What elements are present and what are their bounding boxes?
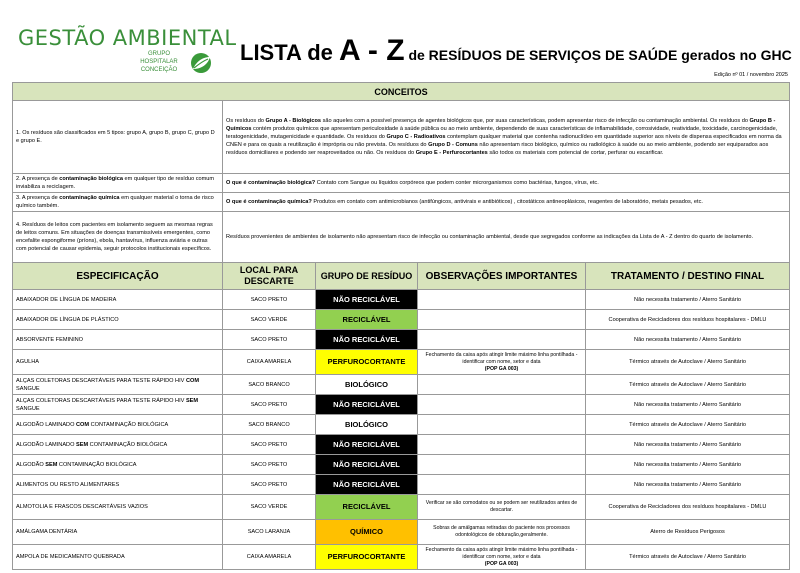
text-segment: ALÇAS COLETORAS DESCARTÁVEIS PARA TESTE RÁPIDO HIV xyxy=(16,377,186,384)
item-tratamento: Térmico através de Autoclave / Aterro Sanitário xyxy=(586,415,790,435)
emphasis-text: O que é contaminação biológica? xyxy=(226,180,316,186)
item-tratamento: Não necessita tratamento / Aterro Sanitário xyxy=(586,455,790,475)
item-tratamento: Cooperativa de Recicladores dos resíduos hospitalares - DMLU xyxy=(586,495,790,520)
text-segment: ALIMENTOS OU RESTO ALIMENTARES xyxy=(16,481,120,488)
observation-line: Sobras de amálgamas retiradas do paciente nos processos odontológicos de obturação,geralmente. xyxy=(433,525,570,538)
item-especificacao xyxy=(13,375,223,395)
item-especificacao xyxy=(13,310,223,330)
text-segment: ABAIXADOR DE LÍNGUA DE PLÁSTICO xyxy=(16,316,119,323)
header-grupo-residuo: GRUPO DE RESÍDUO xyxy=(316,263,418,290)
item-tratamento: Térmico através de Autoclave / Aterro Sanitário xyxy=(586,375,790,395)
page-header xyxy=(0,0,800,82)
item-grupo-badge: NÃO RECICLÁVEL xyxy=(316,395,418,415)
logo-sub-line: HOSPITALAR xyxy=(140,59,178,65)
item-local-descarte: SACO PRETO xyxy=(223,290,316,310)
text-segment: não apresentam risco biológico, químico ou radiológico à saúde ou ao meio ambiente, podendo ser equiparados aos resíduos domiciliares e podendo ser reaproveitados ou não. Os resíduos do xyxy=(226,142,769,156)
item-especificacao xyxy=(13,520,223,545)
edition-note: Edição nº 01 / novembro 2025 xyxy=(714,72,788,78)
concept-rule xyxy=(13,193,223,212)
item-grupo-badge: NÃO RECICLÁVEL xyxy=(316,475,418,495)
item-tratamento: Térmico através de Autoclave / Aterro Sanitário xyxy=(586,545,790,570)
text-segment: ALMOTOLIA E FRASCOS DESCARTÁVEIS VAZIOS xyxy=(16,504,148,510)
item-observacoes xyxy=(418,310,586,330)
page-title xyxy=(240,34,792,68)
item-local-descarte: SACO LARANJA xyxy=(223,520,316,545)
item-local-descarte: SACO PRETO xyxy=(223,455,316,475)
text-segment: AMPOLA DE MEDICAMENTO QUEBRADA xyxy=(16,554,125,560)
concept-rule: 4. Resíduos de leitos com pacientes em isolamento seguem as mesmas regras de leitos comuns. Em situações de doenças transmissíveis emergentes, como encefalite espongiforme (príons), ebola, hantavírus, influenza aviária e outras com potencial de causar epidemia, seguir protocolos institucionais específicos. xyxy=(13,212,223,263)
item-local-descarte: CAIXA AMARELA xyxy=(223,350,316,375)
item-grupo-badge: NÃO RECICLÁVEL xyxy=(316,330,418,350)
table-row xyxy=(13,415,790,435)
waste-rows xyxy=(13,290,790,570)
emphasis-text: contaminação biológica xyxy=(59,176,123,182)
item-tratamento: Não necessita tratamento / Aterro Sanitário xyxy=(586,475,790,495)
table-row xyxy=(13,330,790,350)
text-segment: em qualquer tipo de resíduo comum inviabiliza a reciclagem. xyxy=(16,176,215,190)
item-tratamento: Aterro de Resíduos Perigosos xyxy=(586,520,790,545)
gestao-ambiental-logo xyxy=(18,26,237,86)
title-a: A xyxy=(339,34,360,67)
table-row xyxy=(13,520,790,545)
item-local-descarte: SACO PRETO xyxy=(223,435,316,455)
emphasis-text: COM xyxy=(76,421,90,428)
concept-row xyxy=(13,174,790,193)
waste-table xyxy=(12,82,790,570)
observation-line: Fechamento da caixa após atingir limite máximo linha pontilhada - identificar com nome, setor e data xyxy=(425,351,578,365)
item-grupo-badge: BIOLÓGICO xyxy=(316,375,418,395)
emphasis-text: SEM xyxy=(45,461,58,468)
item-tratamento: Não necessita tratamento / Aterro Sanitário xyxy=(586,290,790,310)
concept-explanation xyxy=(223,101,790,174)
table-row xyxy=(13,545,790,570)
text-segment: 2. A presença de xyxy=(16,176,60,182)
emphasis-text: Grupo D - Comuns xyxy=(428,142,478,148)
item-tratamento: Não necessita tratamento / Aterro Sanitário xyxy=(586,435,790,455)
header-local-descarte: LOCAL PARA DESCARTE xyxy=(223,263,316,290)
item-observacoes xyxy=(418,435,586,455)
observation-line: Verificar se são comodatos ou se podem ser reutilizados antes de descartar. xyxy=(425,500,578,513)
header-observacoes: OBSERVAÇÕES IMPORTANTES xyxy=(418,263,586,290)
item-local-descarte: SACO BRANCO xyxy=(223,415,316,435)
header-especificacao: ESPECIFICAÇÃO xyxy=(13,263,223,290)
item-local-descarte: SACO VERDE xyxy=(223,495,316,520)
item-local-descarte: SACO PRETO xyxy=(223,395,316,415)
text-segment: contemplam qualquer material que contenha radionuclídeo em quantidade superior aos níveis de dispensa especificados em norma da CNEN e para os quais a reutilização é imprópria ou não prevista. Os resíduos do xyxy=(226,134,782,148)
concept-row xyxy=(13,101,790,174)
emphasis-text: Grupo B - Químicos xyxy=(226,118,776,132)
item-especificacao xyxy=(13,475,223,495)
title-z: Z xyxy=(386,34,405,67)
item-tratamento: Térmico através de Autoclave / Aterro Sanitário xyxy=(586,350,790,375)
title-rest: de RESÍDUOS DE SERVIÇOS DE SAÚDE gerados no GHC xyxy=(404,47,792,63)
text-segment: são aqueles com a possível presença de agentes biológicos que, por suas características, podem apresentar risco de infecção ou contaminação ambiental. Os resíduos do xyxy=(321,118,750,124)
item-observacoes xyxy=(418,520,586,545)
item-local-descarte: SACO BRANCO xyxy=(223,375,316,395)
item-observacoes xyxy=(418,545,586,570)
item-especificacao xyxy=(13,330,223,350)
emphasis-text: SEM xyxy=(185,397,199,404)
table-row xyxy=(13,375,790,395)
concepts-section xyxy=(13,83,790,263)
concept-rule: 1. Os resíduos são classificados em 5 tipos: grupo A, grupo B, grupo C, grupo D e grupo E. xyxy=(13,101,223,174)
item-especificacao xyxy=(13,290,223,310)
concept-explanation xyxy=(223,174,790,193)
item-especificacao xyxy=(13,395,223,415)
text-segment: ALÇAS COLETORAS DESCARTÁVEIS PARA TESTE RÁPIDO HIV xyxy=(16,397,186,404)
text-segment: Contato com Sangue ou líquidos corpóreos que podem conter microrganismos como bactérias, fungos, vírus, etc. xyxy=(315,180,599,186)
concept-row xyxy=(13,193,790,212)
text-segment: ALGODÃO LAMINADO xyxy=(16,441,76,448)
logo-sub-line: GRUPO xyxy=(147,51,170,57)
item-grupo-badge: RECICLÁVEL xyxy=(316,310,418,330)
emphasis-text: contaminação química xyxy=(59,195,120,201)
text-segment: AMÁLGAMA DENTÁRIA xyxy=(16,529,78,535)
table-row xyxy=(13,435,790,455)
table-row xyxy=(13,290,790,310)
item-grupo-badge: PERFUROCORTANTE xyxy=(316,350,418,375)
item-especificacao xyxy=(13,350,223,375)
item-grupo-badge: NÃO RECICLÁVEL xyxy=(316,290,418,310)
item-especificacao xyxy=(13,495,223,520)
text-segment: Os resíduos do xyxy=(226,118,266,124)
concept-explanation xyxy=(223,193,790,212)
item-tratamento: Não necessita tratamento / Aterro Sanitário xyxy=(586,330,790,350)
table-row xyxy=(13,455,790,475)
column-headers xyxy=(13,263,790,290)
header-tratamento: TRATAMENTO / DESTINO FINAL xyxy=(586,263,790,290)
table-row xyxy=(13,395,790,415)
title-lista: LISTA de xyxy=(240,40,339,65)
emphasis-text: O que é contaminação química? xyxy=(226,199,312,205)
table-row xyxy=(13,350,790,375)
text-segment: ALGODÃO LAMINADO xyxy=(16,421,76,428)
text-segment: 3. A presença de xyxy=(16,195,60,201)
text-segment: Produtos em contato com antimicrobianos (antifúngicos, antivirais e antibióticos) , citostáticos antineoplásicos, reagentes de laboratório, metais pesados, etc. xyxy=(311,199,703,205)
item-observacoes xyxy=(418,375,586,395)
table-row xyxy=(13,495,790,520)
concepts-heading: CONCEITOS xyxy=(13,83,790,101)
item-especificacao xyxy=(13,545,223,570)
concept-rule xyxy=(13,174,223,193)
item-grupo-badge: QUÍMICO xyxy=(316,520,418,545)
item-grupo-badge: BIOLÓGICO xyxy=(316,415,418,435)
leaf-icon xyxy=(188,52,214,74)
emphasis-text: SEM xyxy=(76,441,89,448)
text-segment: em qualquer material o torna de risco químico também. xyxy=(16,195,214,209)
item-observacoes xyxy=(418,455,586,475)
text-segment: CONTAMINAÇÃO BIOLÓGICA xyxy=(89,421,169,428)
text-segment: AGULHA xyxy=(16,359,40,365)
item-observacoes xyxy=(418,395,586,415)
text-segment: CONTAMINAÇÃO BIOLÓGICA xyxy=(57,461,137,468)
title-dash: - xyxy=(359,34,387,67)
table-row xyxy=(13,475,790,495)
text-segment: ALGODÃO xyxy=(16,461,46,468)
item-observacoes xyxy=(418,330,586,350)
text-segment: são todos os materiais com potencial de cortar, perfurar ou escarificar. xyxy=(487,150,664,156)
item-observacoes xyxy=(418,415,586,435)
item-local-descarte: CAIXA AMARELA xyxy=(223,545,316,570)
logo-subtitle xyxy=(134,50,184,74)
emphasis-text: Grupo A - Biológicos xyxy=(265,118,322,124)
item-local-descarte: SACO PRETO xyxy=(223,475,316,495)
item-observacoes xyxy=(418,495,586,520)
logo-title: GESTÃO AMBIENTAL xyxy=(18,26,237,50)
concept-explanation: Resíduos provenientes de ambientes de isolamento não apresentam risco de infecção ou contaminação ambiental, desde que segregados conforme as indicações da Lista de A - Z dentro do quarto de isolamento. xyxy=(223,212,790,263)
item-local-descarte: SACO PRETO xyxy=(223,330,316,350)
item-grupo-badge: RECICLÁVEL xyxy=(316,495,418,520)
text-segment: SANGUE xyxy=(16,405,40,412)
item-especificacao xyxy=(13,435,223,455)
item-grupo-badge: NÃO RECICLÁVEL xyxy=(316,455,418,475)
observation-line: (POP GA 003) xyxy=(484,365,519,372)
item-grupo-badge: NÃO RECICLÁVEL xyxy=(316,435,418,455)
text-segment: ABAIXADOR DE LÍNGUA DE MADEIRA xyxy=(16,296,117,303)
item-local-descarte: SACO VERDE xyxy=(223,310,316,330)
emphasis-text: COM xyxy=(185,377,199,384)
observation-line: (POP GA 003) xyxy=(484,560,519,567)
concept-row xyxy=(13,212,790,263)
item-tratamento: Cooperativa de Recicladores dos resíduos hospitalares - DMLU xyxy=(586,310,790,330)
item-especificacao xyxy=(13,415,223,435)
text-segment: SANGUE xyxy=(16,385,40,392)
item-observacoes xyxy=(418,350,586,375)
item-tratamento: Não necessita tratamento / Aterro Sanitário xyxy=(586,395,790,415)
item-especificacao xyxy=(13,455,223,475)
table-head xyxy=(13,263,790,290)
item-observacoes xyxy=(418,290,586,310)
emphasis-text: Grupo C - Radioativos xyxy=(386,134,446,140)
text-segment: CONTAMINAÇÃO BIOLÓGICA xyxy=(88,441,168,448)
observation-line: Fechamento da caixa após atingir limite máximo linha pontilhada - identificar com nome, setor e data xyxy=(425,546,578,560)
text-segment: contém produtos químicos que apresentam periculosidade à saúde pública ou ao meio ambiente, dependendo de suas características de inflamabilidade, corrosividade, reatividade, toxicidade, carcinogenicidade, teratogenicidade, mutagenicidade e quantidade. Os resíduos do xyxy=(226,126,778,140)
emphasis-text: Grupo E - Perfurocortantes xyxy=(415,150,488,156)
logo-sub-line: CONCEIÇÃO xyxy=(140,67,178,73)
table-row xyxy=(13,310,790,330)
text-segment: ABSORVENTE FEMININO xyxy=(16,336,84,343)
item-observacoes xyxy=(418,475,586,495)
item-grupo-badge: PERFUROCORTANTE xyxy=(316,545,418,570)
